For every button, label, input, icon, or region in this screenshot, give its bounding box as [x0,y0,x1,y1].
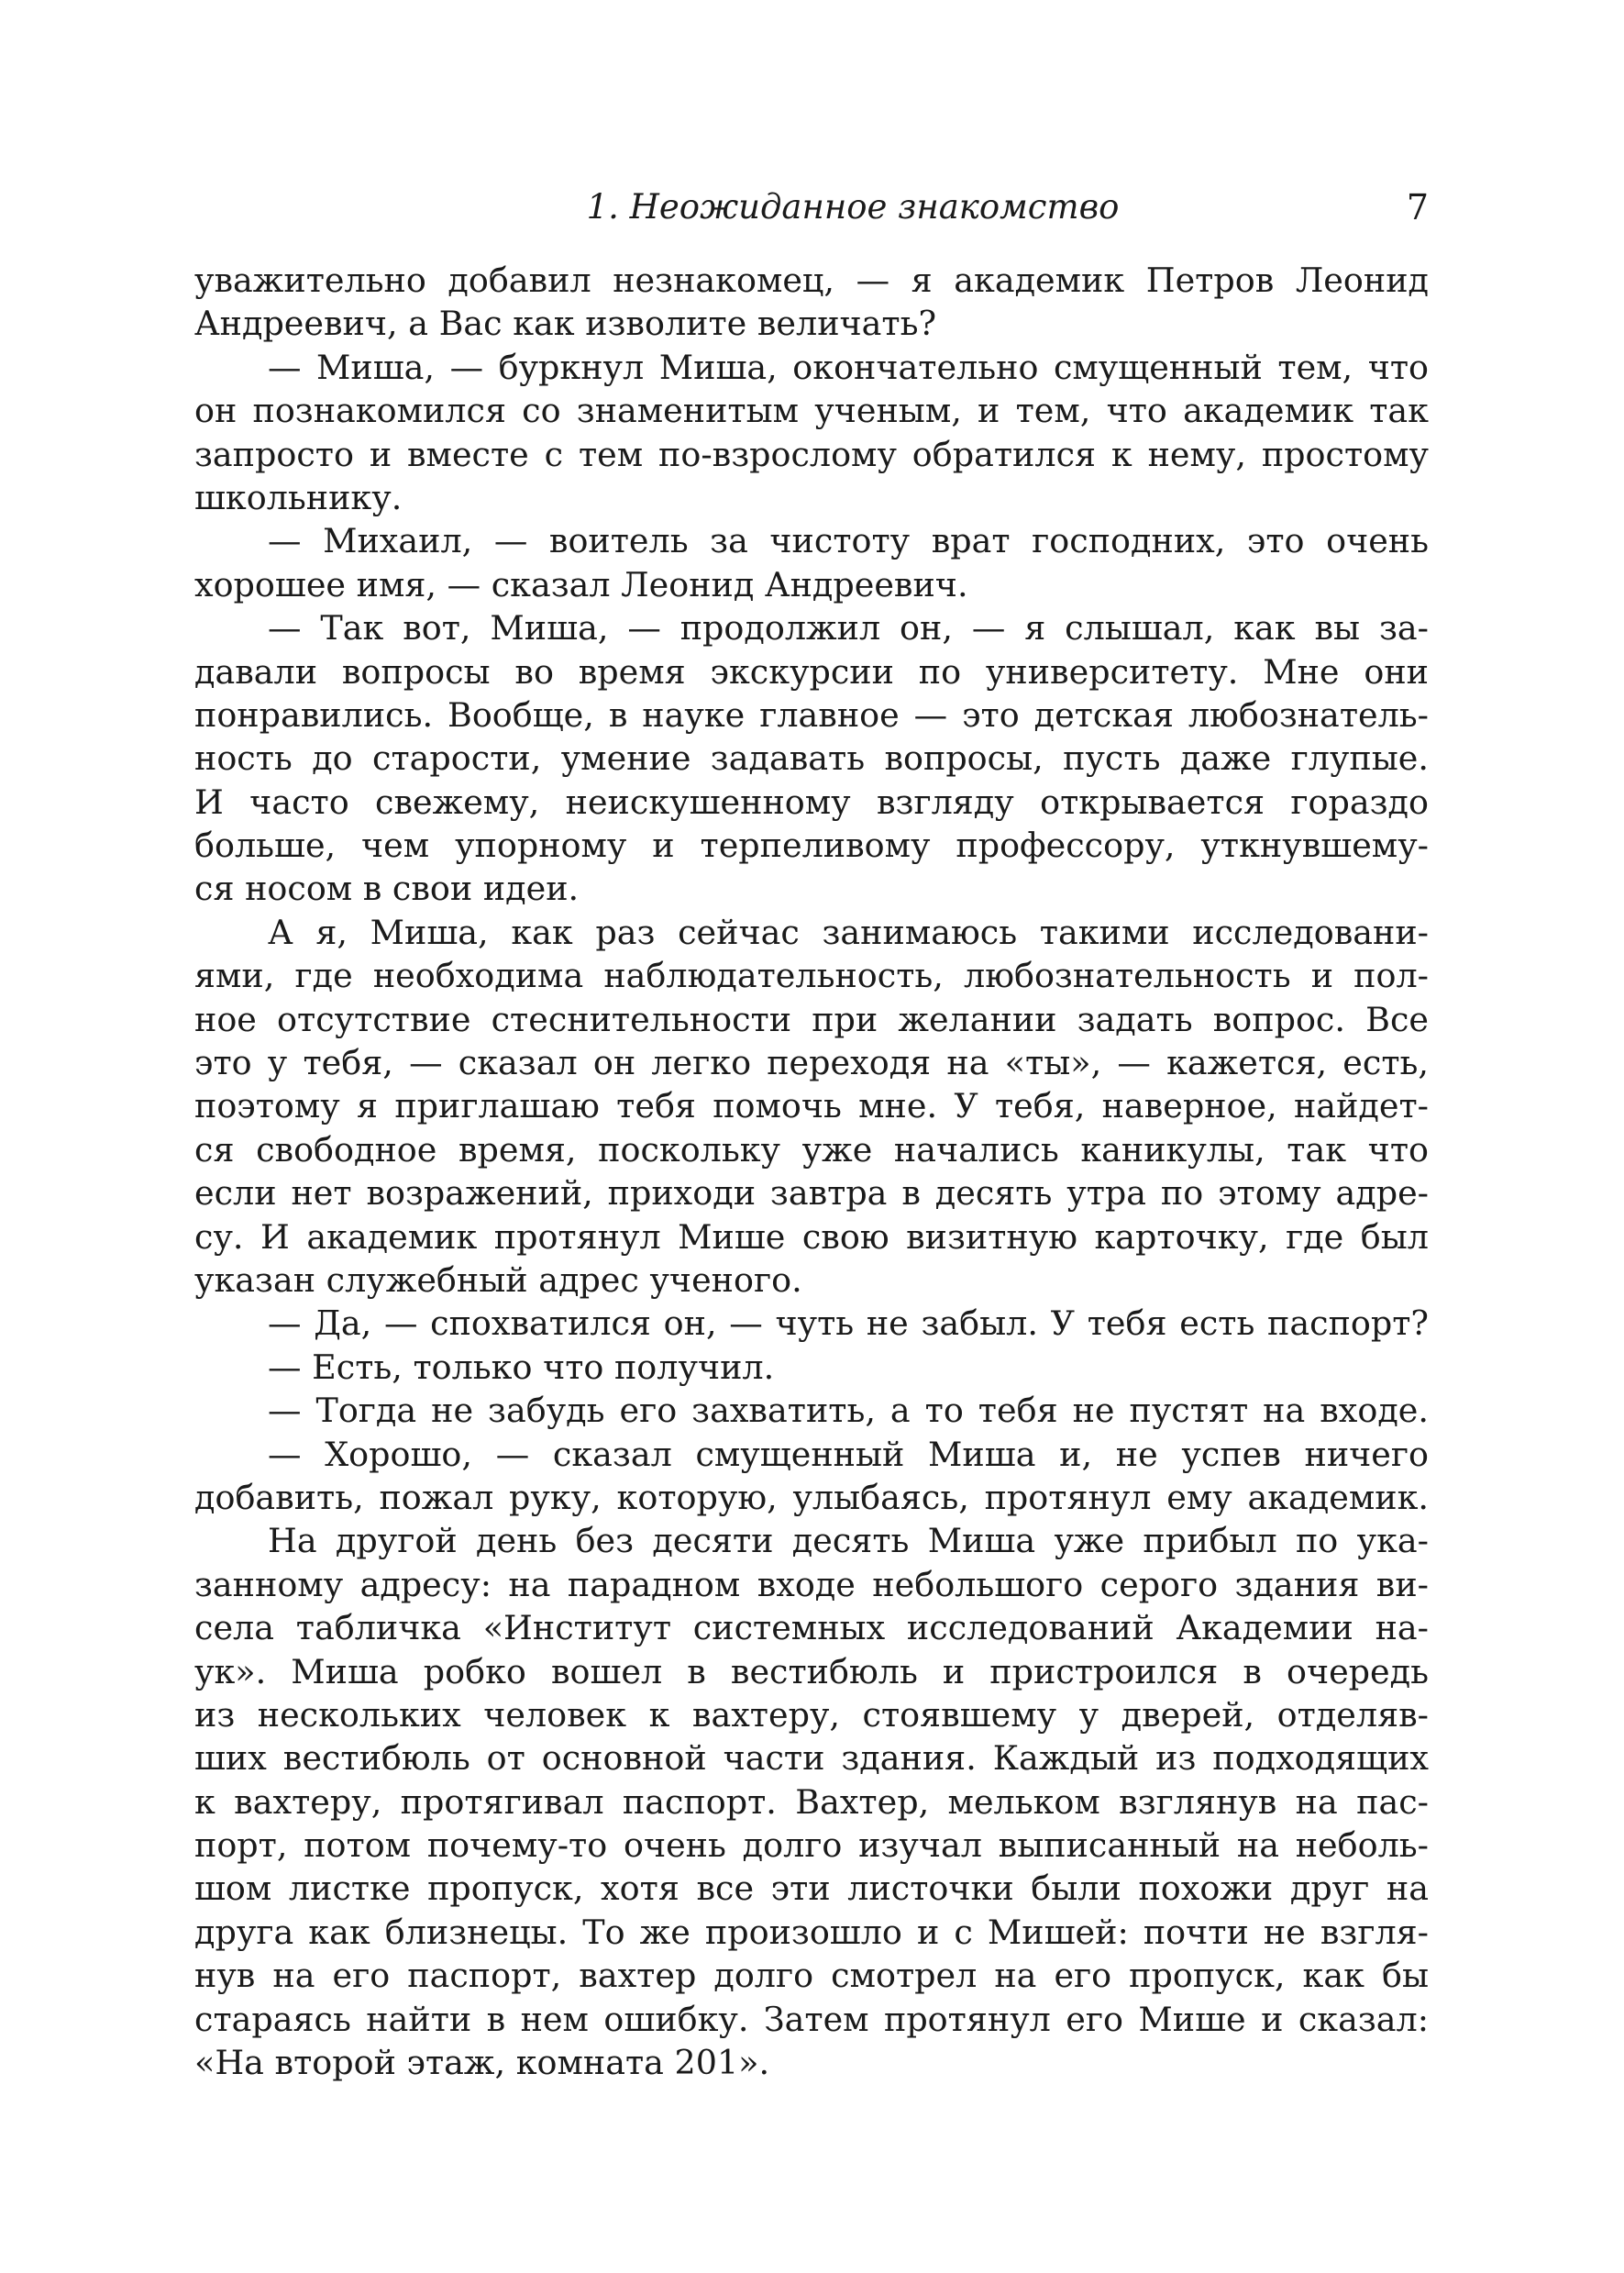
text-line: к вахтеру, протягивал паспорт. Вахтер, мельком взглянув на пас- [194,1781,1429,1822]
text-line: ших вестибюль от основной части здания. Каждый из подходящих [194,1738,1429,1779]
text-line: — Да, — спохватился он, — чуть не забыл. У тебя есть паспорт? [268,1303,1429,1344]
text-line: шом листке пропуск, хотя все эти листочки были похожи друг на [194,1868,1429,1909]
text-line: это у тебя, — сказал он легко переходя на «ты», — кажется, есть, [194,1043,1429,1083]
text-line: На другой день без десяти десять Миша уже прибыл по ука- [268,1521,1429,1561]
text-line: — Тогда не забудь его захватить, а то тебя не пустят на входе. [268,1391,1429,1431]
text-line: добавить, пожал руку, которую, улыбаясь, протянул ему академик. [194,1477,1429,1517]
running-head [194,182,1429,233]
text-line: ями, где необходима наблюдательность, любознательность и пол- [194,956,1429,996]
page-number: 7 [1406,187,1429,227]
text-line: — Михаил, — воитель за чистоту врат господних, это очень [268,521,1429,561]
text-line: — Так вот, Миша, — продолжил он, — я слышал, как вы за- [268,608,1429,649]
text-line: давали вопросы во время экскурсии по университету. Мне они [194,651,1429,692]
text-line: он познакомился со знаменитым ученым, и тем, что академик так [194,391,1429,431]
text-line: если нет возражений, приходи завтра в десять утра по этому адре- [194,1173,1429,1214]
text-line: занному адресу: на парадном входе небольшого серого здания ви- [194,1564,1429,1604]
text-line: нув на его паспорт, вахтер долго смотрел на его пропуск, как бы [194,1956,1429,1996]
text-line: «На второй этаж, комната 201». [194,2043,770,2083]
text-line: И часто свежему, неискушенному взгляду открывается гораздо [194,782,1429,822]
text-line: друга как близнецы. То же произошло и с Мишей: почти не взгля- [194,1912,1429,1952]
text-line: порт, потом почему-то очень долго изучал выписанный на неболь- [194,1825,1429,1866]
text-line: ное отсутствие стеснительности при желании задать вопрос. Все [194,999,1429,1039]
text-line: села табличка «Институт системных исследований Академии на- [194,1608,1429,1648]
chapter-title: 1. Неожиданное знакомство [586,187,1120,227]
text-line: из нескольких человек к вахтеру, стоявшему у дверей, отделяв- [194,1694,1429,1735]
text-line: ук». Миша робко вошел в вестибюль и пристроился в очередь [194,1651,1429,1691]
text-line: Андреевич, а Вас как изволите величать? [194,304,937,344]
text-line: хорошее имя, — сказал Леонид Андреевич. [194,564,968,604]
text-line: ся свободное время, поскольку уже начались каникулы, так что [194,1129,1429,1170]
text-line: указан служебный адрес ученого. [194,1259,802,1300]
text-line: стараясь найти в нем ошибку. Затем протянул его Мише и сказал: [194,1999,1429,2039]
text-line: понравились. Вообще, в науке главное — это детская любознатель- [194,694,1429,735]
text-line: ность до старости, умение задавать вопросы, пусть даже глупые. [194,738,1429,779]
text-line: школьнику. [194,477,403,517]
text-line: запросто и вместе с тем по-взрослому обратился к нему, простому [194,434,1429,474]
text-line: су. И академик протянул Мише свою визитную карточку, где был [194,1216,1429,1257]
text-line: ся носом в свои идеи. [194,869,580,909]
body-text [194,259,1429,2084]
text-line: — Миша, — буркнул Миша, окончательно смущенный тем, что [268,347,1429,387]
text-line: А я, Миша, как раз сейчас занимаюсь такими исследовани- [268,912,1429,952]
text-line: уважительно добавил незнакомец, — я академик Петров Леонид [194,261,1429,300]
text-line: — Есть, только что получил. [268,1347,775,1387]
text-line: поэтому я приглашаю тебя помочь мне. У тебя, наверное, найдет- [194,1086,1429,1126]
text-line: больше, чем упорному и терпеливому профессору, уткнувшему- [194,826,1429,866]
text-line: — Хорошо, — сказал смущенный Миша и, не успев ничего [268,1434,1429,1474]
